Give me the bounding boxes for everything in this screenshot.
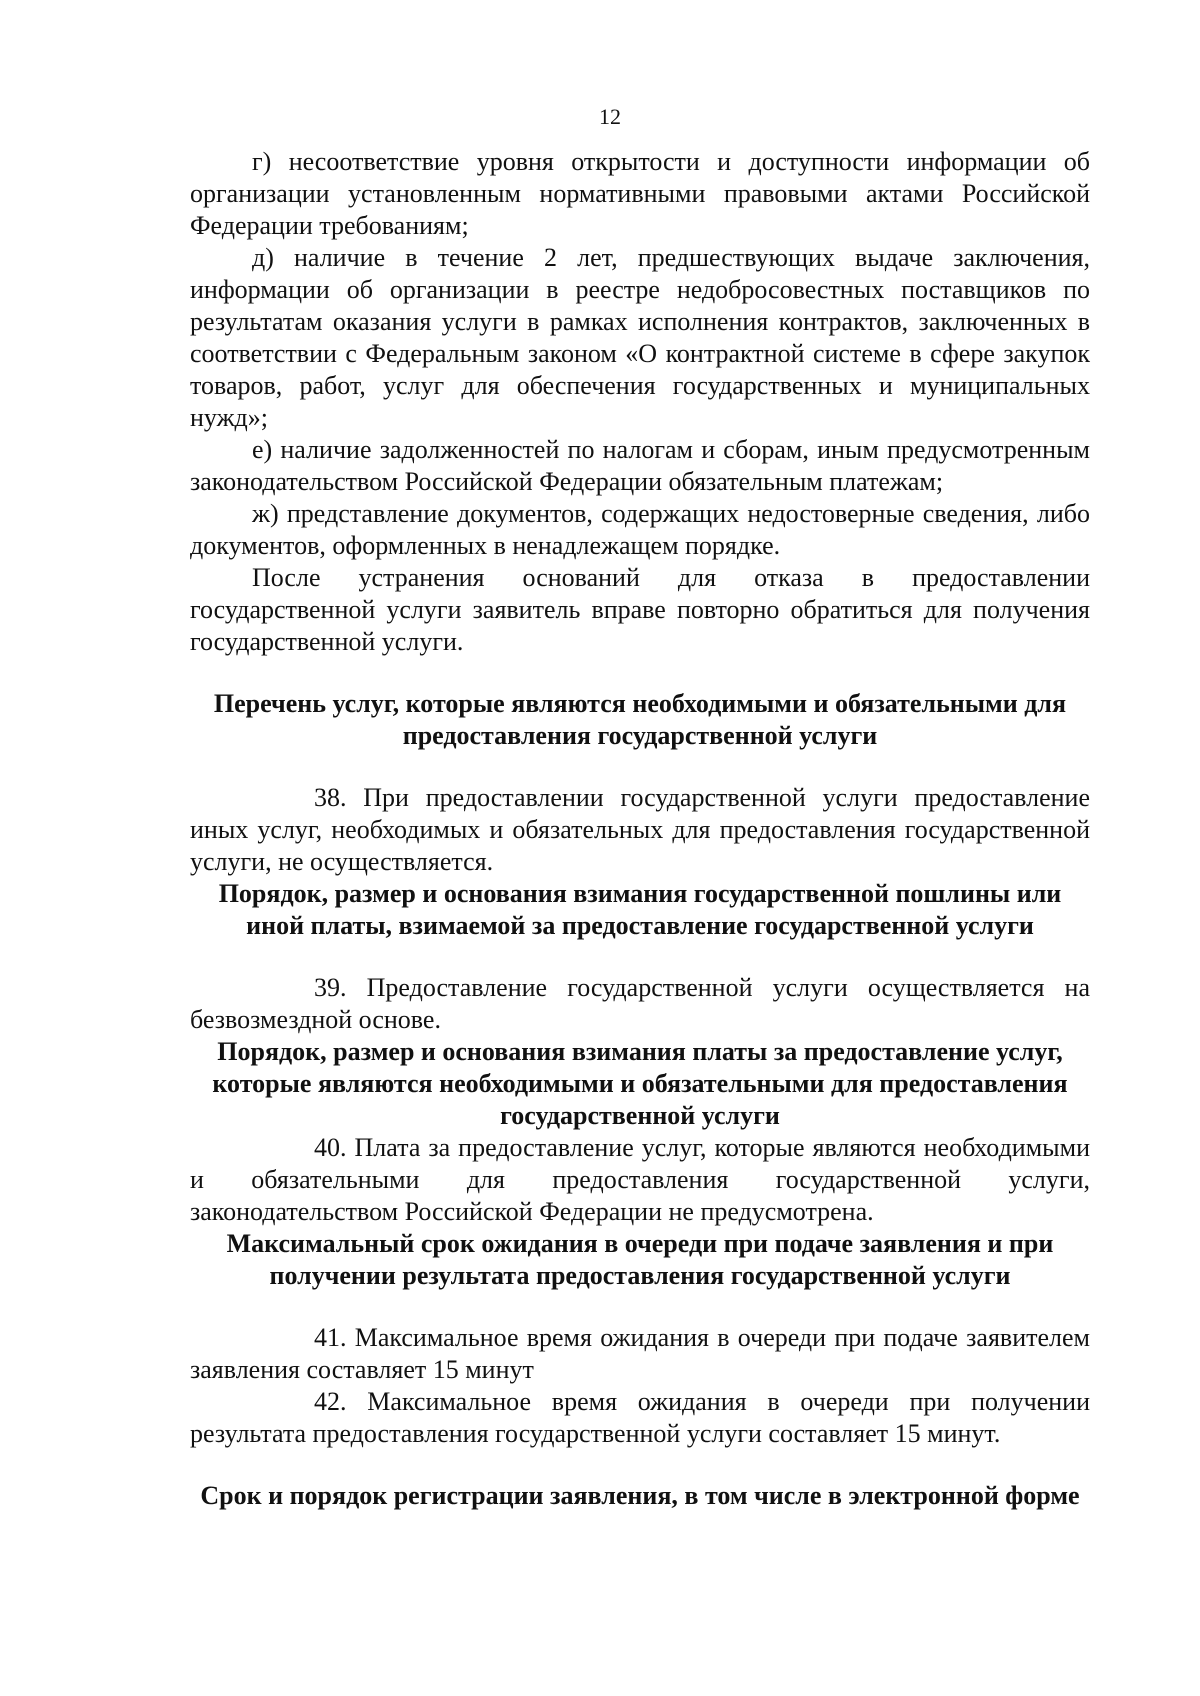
paragraph-text: Максимальное время ожидания в очереди при получении результата предоставления государственной услуги составляет 15 минут.: [190, 1387, 1090, 1448]
paragraph-42: [190, 1386, 1090, 1450]
paragraph-zh: ж) представление документов, содержащих недостоверные сведения, либо документов, оформленных в ненадлежащем порядке.: [190, 499, 1090, 560]
paragraph-number: 42.: [314, 1387, 347, 1416]
paragraph-after-refusal: После устранения оснований для отказа в предоставлении государственной услуги заявитель вправе повторно обратиться для получения государственной услуги.: [190, 563, 1090, 656]
document-body: [190, 146, 1090, 1512]
paragraph-text: Плата за предоставление услуг, которые являются необходимыми и обязательными для предоставления государственной услуги, законодательством Российской Федерации не предусмотрена.: [190, 1133, 1090, 1226]
section-heading-fee-for-services: Порядок, размер и основания взимания платы за предоставление услуг, которые являются необходимыми и обязательными для предоставления государственной услуги: [212, 1037, 1068, 1130]
paragraph-number: 40.: [314, 1133, 347, 1162]
paragraph-e: е) наличие задолженностей по налогам и сборам, иным предусмотренным законодательством Российской Федерации обязательным платежам;: [190, 435, 1090, 496]
section-heading-registration: Срок и порядок регистрации заявления, в том числе в электронной форме: [200, 1481, 1080, 1510]
paragraph-41: [190, 1322, 1090, 1386]
page-number: 12: [599, 104, 621, 129]
paragraph-text: Максимальное время ожидания в очереди при подаче заявителем заявления составляет 15 минут: [190, 1323, 1090, 1384]
section-heading-max-waiting-time: Максимальный срок ожидания в очереди при подаче заявления и при получении результата предоставления государственной услуги: [226, 1229, 1054, 1290]
paragraph-38: [190, 782, 1090, 878]
section-heading-required-services: Перечень услуг, которые являются необходимыми и обязательными для предоставления государственной услуги: [213, 689, 1067, 750]
paragraph-text: Предоставление государственной услуги осуществляется на безвозмездной основе.: [190, 973, 1090, 1034]
paragraph-g: г) несоответствие уровня открытости и доступности информации об организации установленным нормативными правовыми актами Российской Федерации требованиям;: [190, 147, 1090, 240]
paragraph-40: [190, 1132, 1090, 1228]
paragraph-number: 41.: [314, 1323, 347, 1352]
section-heading-state-fee: Порядок, размер и основания взимания государственной пошлины или иной платы, взимаемой за предоставление государственной услуги: [218, 879, 1062, 940]
paragraph-d: д) наличие в течение 2 лет, предшествующих выдаче заключения, информации об организации в реестре недобросовестных поставщиков по результатам оказания услуги в рамках исполнения контрактов, заключенных в соответствии с Федеральным законом «О контрактной системе в сфере закупок товаров, работ, услуг для обеспечения государственных и муниципальных нужд»;: [190, 243, 1090, 432]
paragraph-number: 39.: [314, 973, 347, 1002]
paragraph-number: 38.: [314, 783, 347, 812]
paragraph-text: При предоставлении государственной услуги предоставление иных услуг, необходимых и обязательных для предоставления государственной услуги, не осуществляется.: [190, 783, 1090, 876]
paragraph-39: [190, 972, 1090, 1036]
